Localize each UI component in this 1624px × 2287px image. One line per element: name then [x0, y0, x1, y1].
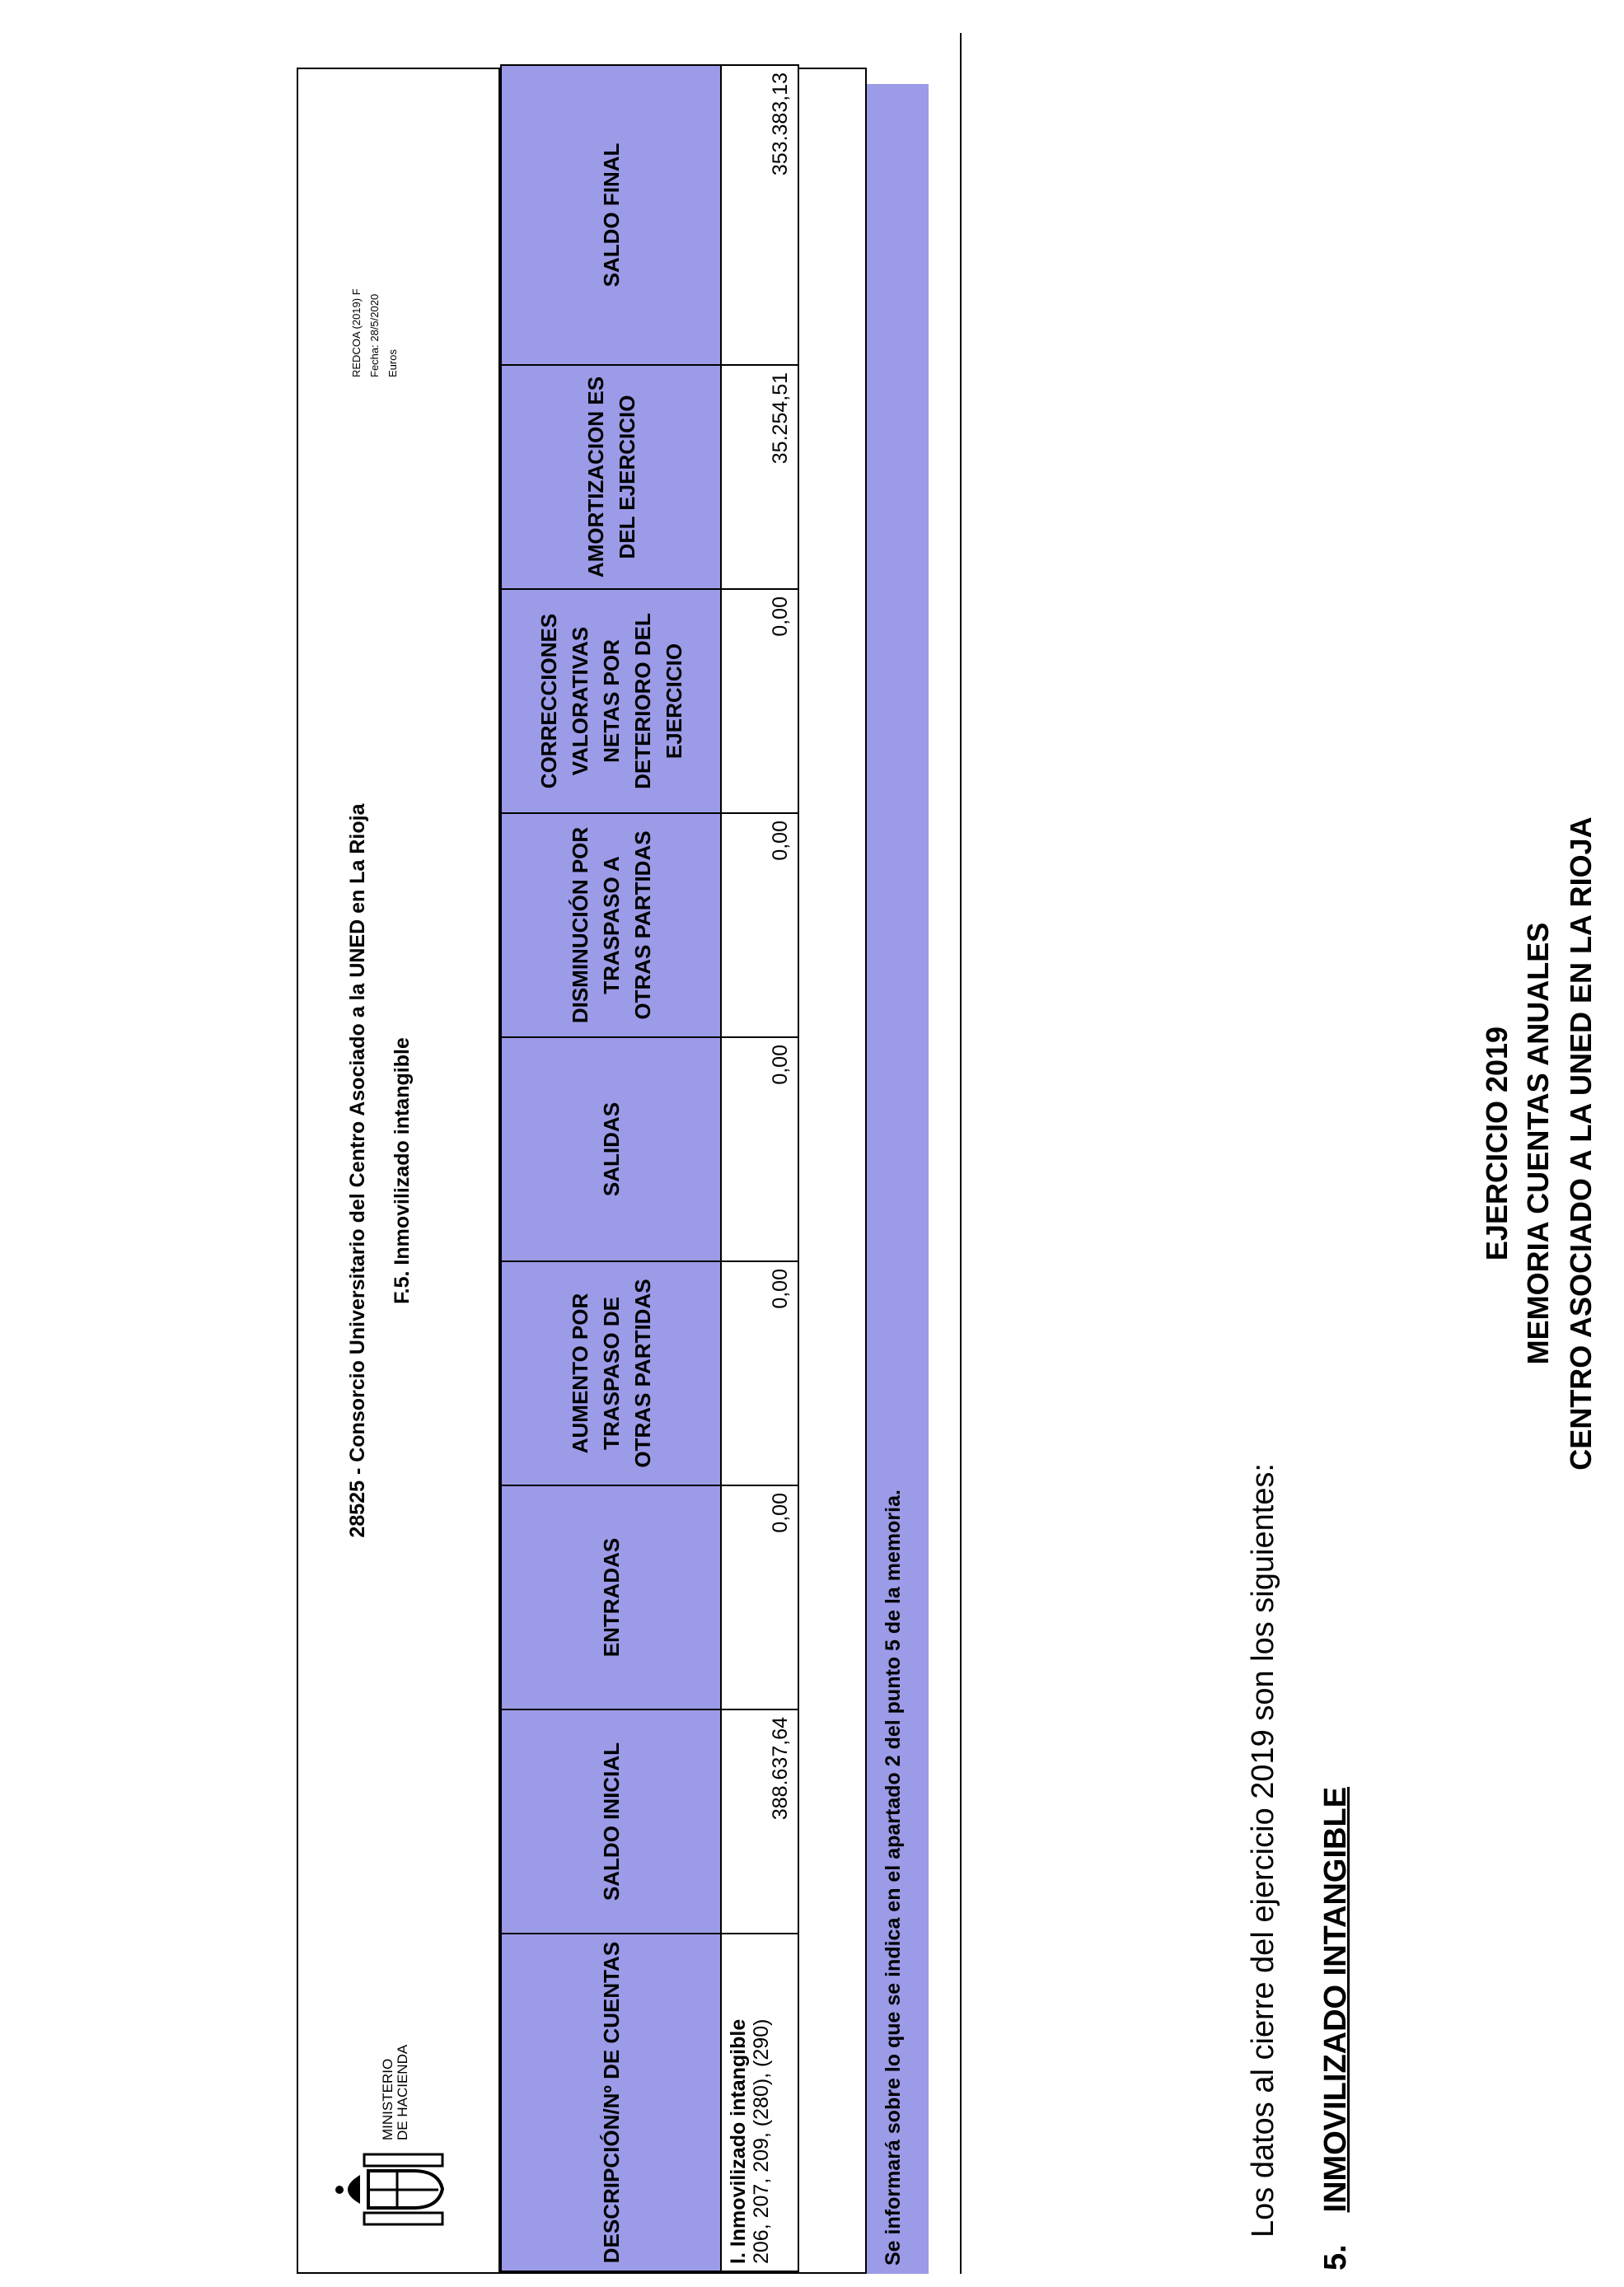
column-header: ENTRADAS — [501, 1485, 721, 1709]
divider — [960, 33, 962, 2274]
column-header: AMORTIZACION ES DEL EJERCICIO — [501, 365, 721, 589]
table-cell: 388.637,64 — [721, 1709, 798, 1934]
form-title: F.5. Inmovilizado intangible — [391, 1037, 414, 1304]
row-accounts: 206, 207, 209, (280), (290) — [750, 2018, 773, 2264]
ministry-line-2: DE HACIENDA — [395, 2044, 410, 2140]
table-row — [721, 65, 798, 2271]
form-header — [298, 69, 500, 2272]
form-reference — [348, 288, 402, 377]
header-line-2: MEMORIA CUENTAS ANUALES — [1521, 922, 1555, 1365]
intangible-assets-table — [500, 64, 799, 2272]
note-bar — [867, 84, 929, 2274]
section-heading — [1318, 1787, 1354, 2271]
ministry-line-1: MINISTERIO — [380, 2058, 395, 2140]
table-cell: 35.254,51 — [721, 365, 798, 589]
form-date: Fecha: 28/5/2020 — [368, 293, 381, 377]
table-cell: 0,00 — [721, 1037, 798, 1261]
entity-title: 28525 - Consorcio Universitario del Centro Asociado a la UNED en La Rioja — [346, 803, 369, 1538]
section-title: INMOVILIZADO INTANGIBLE — [1318, 1786, 1353, 2213]
row-description — [721, 1934, 798, 2271]
table-cell: 353.383,13 — [721, 65, 798, 365]
column-header: AUMENTO POR TRASPASO DE OTRAS PARTIDAS — [501, 1261, 721, 1485]
column-header: SALDO INICIAL — [501, 1709, 721, 1934]
table-cell: 0,00 — [721, 1261, 798, 1485]
table-header-row — [501, 65, 721, 2271]
column-header: SALDO FINAL — [501, 65, 721, 365]
section-number: 5. — [1318, 2244, 1353, 2271]
column-header: SALIDAS — [501, 1037, 721, 1261]
form-currency: Euros — [386, 349, 399, 377]
row-title: I. Inmovilizado intangible — [727, 2018, 750, 2264]
note-text: Se informará sobre lo que se indica en el apartado 2 del punto 5 de la memoria. — [882, 1490, 905, 2266]
column-header: DISMINUCIÓN POR TRASPASO A OTRAS PARTIDAS — [501, 813, 721, 1037]
header-line-3: EJERCICIO 2019 — [1480, 1026, 1514, 1261]
column-header: DESCRIPCIÓN/Nº DE CUENTAS — [501, 1934, 721, 2271]
table-cell: 0,00 — [721, 589, 798, 813]
table-cell: 0,00 — [721, 1485, 798, 1709]
form-code: REDCOA (2019) F — [350, 288, 363, 377]
column-header: CORRECCIONES VALORATIVAS NETAS POR DETERIORO DEL EJERCICIO — [501, 589, 721, 813]
financial-form — [297, 68, 867, 2274]
intro-text: Los datos al cierre del ejercicio 2019 son los siguientes: — [1246, 1463, 1280, 2238]
table-cell: 0,00 — [721, 813, 798, 1037]
header-line-1: CENTRO ASOCIADO A LA UNED EN LA RIOJA — [1564, 816, 1598, 1471]
